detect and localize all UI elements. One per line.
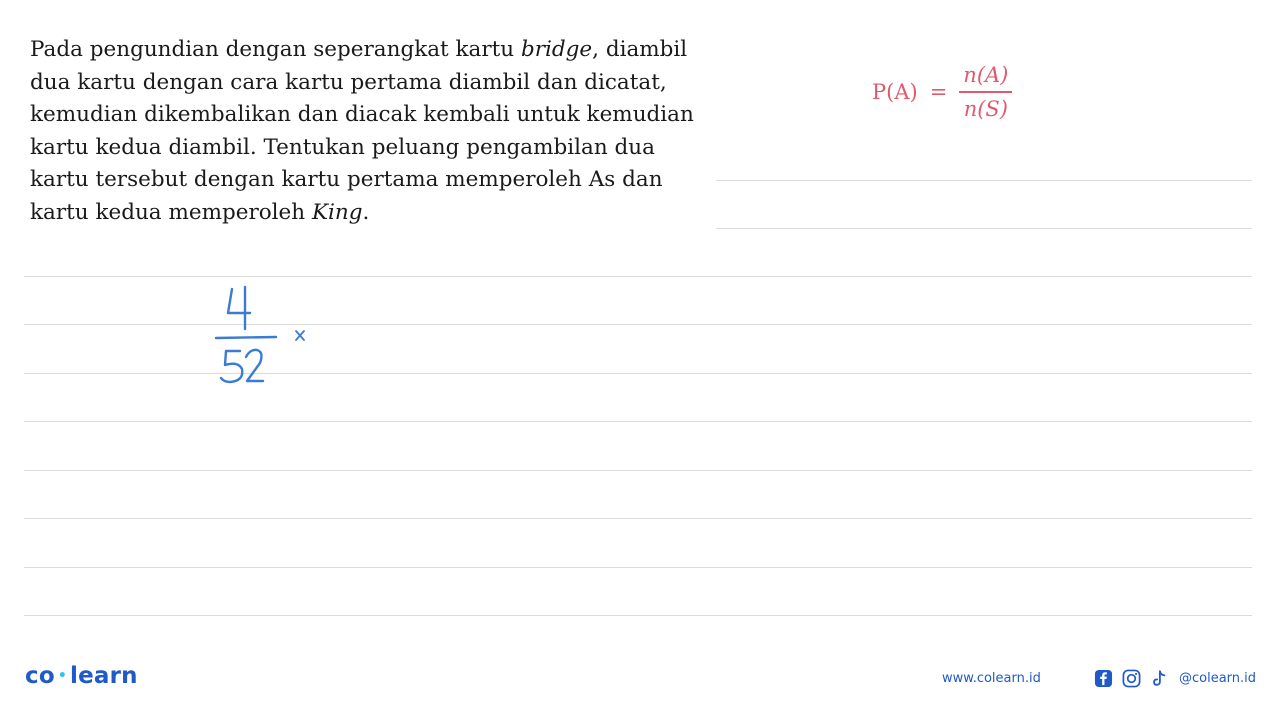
ruled-line (24, 615, 1252, 616)
logo-dot: • (57, 668, 67, 684)
problem-line-4: kartu kedua diambil. Tentukan peluang pengambilan dua (30, 134, 655, 160)
italic-bridge: bridge (520, 37, 593, 62)
website-url[interactable]: www.colearn.id (942, 671, 1041, 686)
facebook-icon[interactable] (1093, 668, 1113, 688)
instagram-icon[interactable] (1121, 668, 1141, 688)
formula-lhs: P(A) (872, 79, 918, 104)
formula-fraction (959, 62, 1012, 122)
ruled-line (24, 421, 1252, 422)
colearn-logo: co • learn (25, 663, 138, 689)
ruled-line (24, 518, 1252, 519)
handwritten-fraction (214, 283, 314, 388)
problem-line-2: dua kartu dengan cara kartu pertama diambil dan dicatat, (30, 69, 667, 95)
ruled-line (716, 180, 1252, 181)
social-handle[interactable]: @colearn.id (1179, 670, 1257, 686)
ruled-line (24, 324, 1252, 325)
handwritten-digit-5 (221, 351, 242, 382)
handwritten-digit-4 (228, 289, 250, 313)
formula-numerator: n(A) (963, 63, 1009, 87)
formula-denominator: n(S) (963, 96, 1008, 121)
handwritten-fraction-bar (216, 337, 276, 338)
probability-formula (872, 62, 1012, 122)
ruled-line (716, 228, 1252, 229)
social-links (1093, 668, 1256, 688)
ruled-line (24, 567, 1252, 568)
problem-line-1: Pada pengundian dengan seperangkat kartu bridge, diambil (30, 37, 688, 62)
tiktok-icon[interactable] (1149, 668, 1169, 688)
formula-equals: = (929, 79, 948, 104)
handwritten-digit-2 (246, 350, 263, 381)
handwritten-x-mark (296, 331, 304, 340)
italic-king: King (311, 199, 363, 225)
ruled-line (24, 373, 1252, 374)
fraction-bar (959, 91, 1012, 93)
ruled-line (24, 470, 1252, 471)
problem-text (30, 34, 730, 229)
ruled-line (24, 276, 1252, 277)
problem-line-3: kemudian dikembalikan dan diacak kembali untuk kemudian (30, 102, 694, 127)
problem-line-5: kartu tersebut dengan kartu pertama memperoleh As dan (30, 167, 663, 192)
problem-line-6: kartu kedua memperoleh King. (30, 199, 370, 225)
